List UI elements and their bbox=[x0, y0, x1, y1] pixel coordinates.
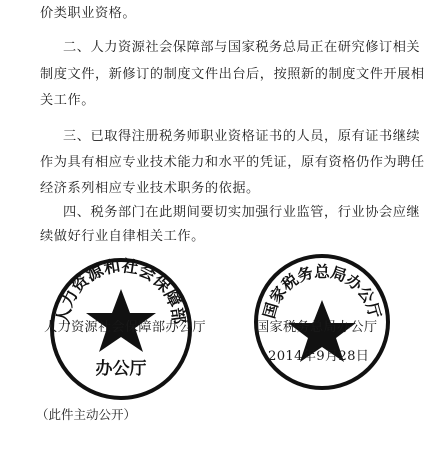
text-line-4: 关工作。 bbox=[40, 93, 95, 108]
right-signature: 国家税务总局办公厅 bbox=[256, 320, 378, 335]
text-line-6: 作为具有相应专业技术能力和水平的凭证，原有资格仍作为聘任 bbox=[40, 155, 425, 170]
right-seal-ring-text: 国家税务总局办公厅 bbox=[260, 262, 384, 321]
left-signature: 人力资源社会保障部办公厅 bbox=[44, 320, 206, 335]
text-line-5: 三、已取得注册税务师职业资格证书的人员，原有证书继续 bbox=[63, 129, 421, 144]
publication-note: （此件主动公开） bbox=[36, 407, 137, 422]
text-line-9: 续做好行业自律相关工作。 bbox=[40, 229, 205, 244]
signature-date: 2014年9月28日 bbox=[268, 349, 370, 364]
text-line-3: 制度文件，新修订的制度文件出台后，按照新的制度文件开展相 bbox=[40, 67, 425, 82]
left-seal-bottom-text: 办公厅 bbox=[95, 359, 147, 379]
text-line-8: 四、税务部门在此期间要切实加强行业监管，行业协会应继 bbox=[63, 205, 421, 220]
text-line-2: 二、人力资源社会保障部与国家税务总局正在研究修订相关 bbox=[63, 40, 421, 55]
left-seal-ring-text: 人力资源和社会保障部 bbox=[53, 256, 189, 326]
text-line-1: 价类职业资格。 bbox=[40, 6, 137, 21]
text-line-7: 经济系列相应专业技术职务的依据。 bbox=[40, 181, 260, 196]
